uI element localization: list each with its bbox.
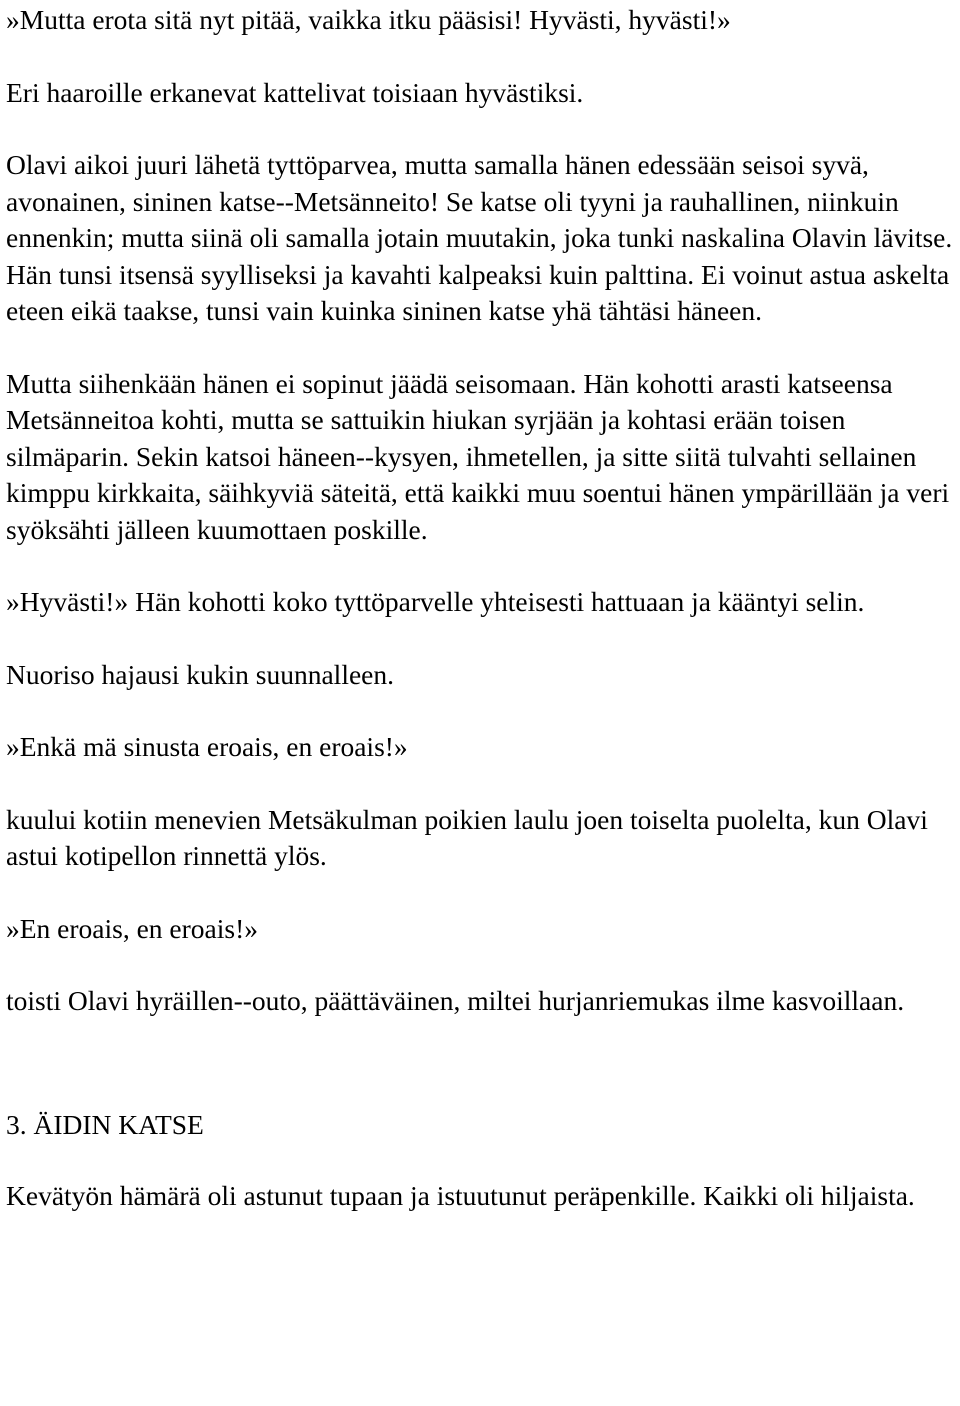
paragraph-other-eyes: Mutta siihenkään hänen ei sopinut jäädä seisomaan. Hän kohotti arasti katseensa Metsänneitoa kohti, mutta se sattuikin hiukan syrjään ja kohtasi erään toisen silmäparin. Sekin katsoi häneen--kysyen, ihmetellen, ja sitte siitä tulvahti sellainen kimppu kirkkaita, säihkyviä säteitä, että kaikki muu soentui hänen ympärillään ja veri syöksähti jälleen kuumottaen poskille. [6, 367, 950, 545]
document-page [6, 2, 956, 1215]
paragraph-song-line-2: »En eroais, en eroais!» [6, 912, 258, 944]
paragraph-parting: Eri haaroille erkanevat kattelivat toisiaan hyvästiksi. [6, 76, 584, 108]
paragraph-youth-disperse: Nuoriso hajausi kukin suunnalleen. [6, 658, 394, 690]
paragraph-song-heard: kuului kotiin menevien Metsäkulman poikien laulu joen toiselta puolelta, kun Olavi astui kotipellon rinnettä ylös. [6, 803, 928, 871]
paragraph-song-line-1: »Enkä mä sinusta eroais, en eroais!» [6, 731, 408, 762]
paragraph-hyvasti: »Hyvästi!» Hän kohotti koko tyttöparvelle yhteisesti hattuaan ja kääntyi selin. [6, 586, 865, 617]
paragraph-spring-night: Kevätyön hämärä oli astunut tupaan ja istuutunut peräpenkille. Kaikki oli hiljaista. [6, 1180, 915, 1211]
paragraph-olavi-hums: toisti Olavi hyräillen--outo, päättäväinen, miltei hurjanriemukas ilme kasvoillaan. [6, 985, 905, 1016]
paragraph-farewell: »Mutta erota sitä nyt pitää, vaikka itku pääsisi! Hyvästi, hyvästi!» [6, 4, 731, 35]
chapter-heading: 3. ÄIDIN KATSE [6, 1108, 204, 1140]
paragraph-metsanneito-gaze: Olavi aikoi juuri lähetä tyttöparvea, mutta samalla hänen edessään seisoi syvä, avonainen, sininen katse--Metsänneito! Se katse oli tyyni ja rauhallinen, niinkuin ennenkin; mutta siinä oli samalla jotain muutakin, joka tunki naskalina Olavin lävitse. Hän tunsi itsensä syylliseksi ja kavahti kalpeaksi kuin palttina. Ei voinut astua askelta eteen eikä taakse, tunsi vain kuinka sininen katse yhä tähtäsi häneen. [6, 149, 953, 326]
